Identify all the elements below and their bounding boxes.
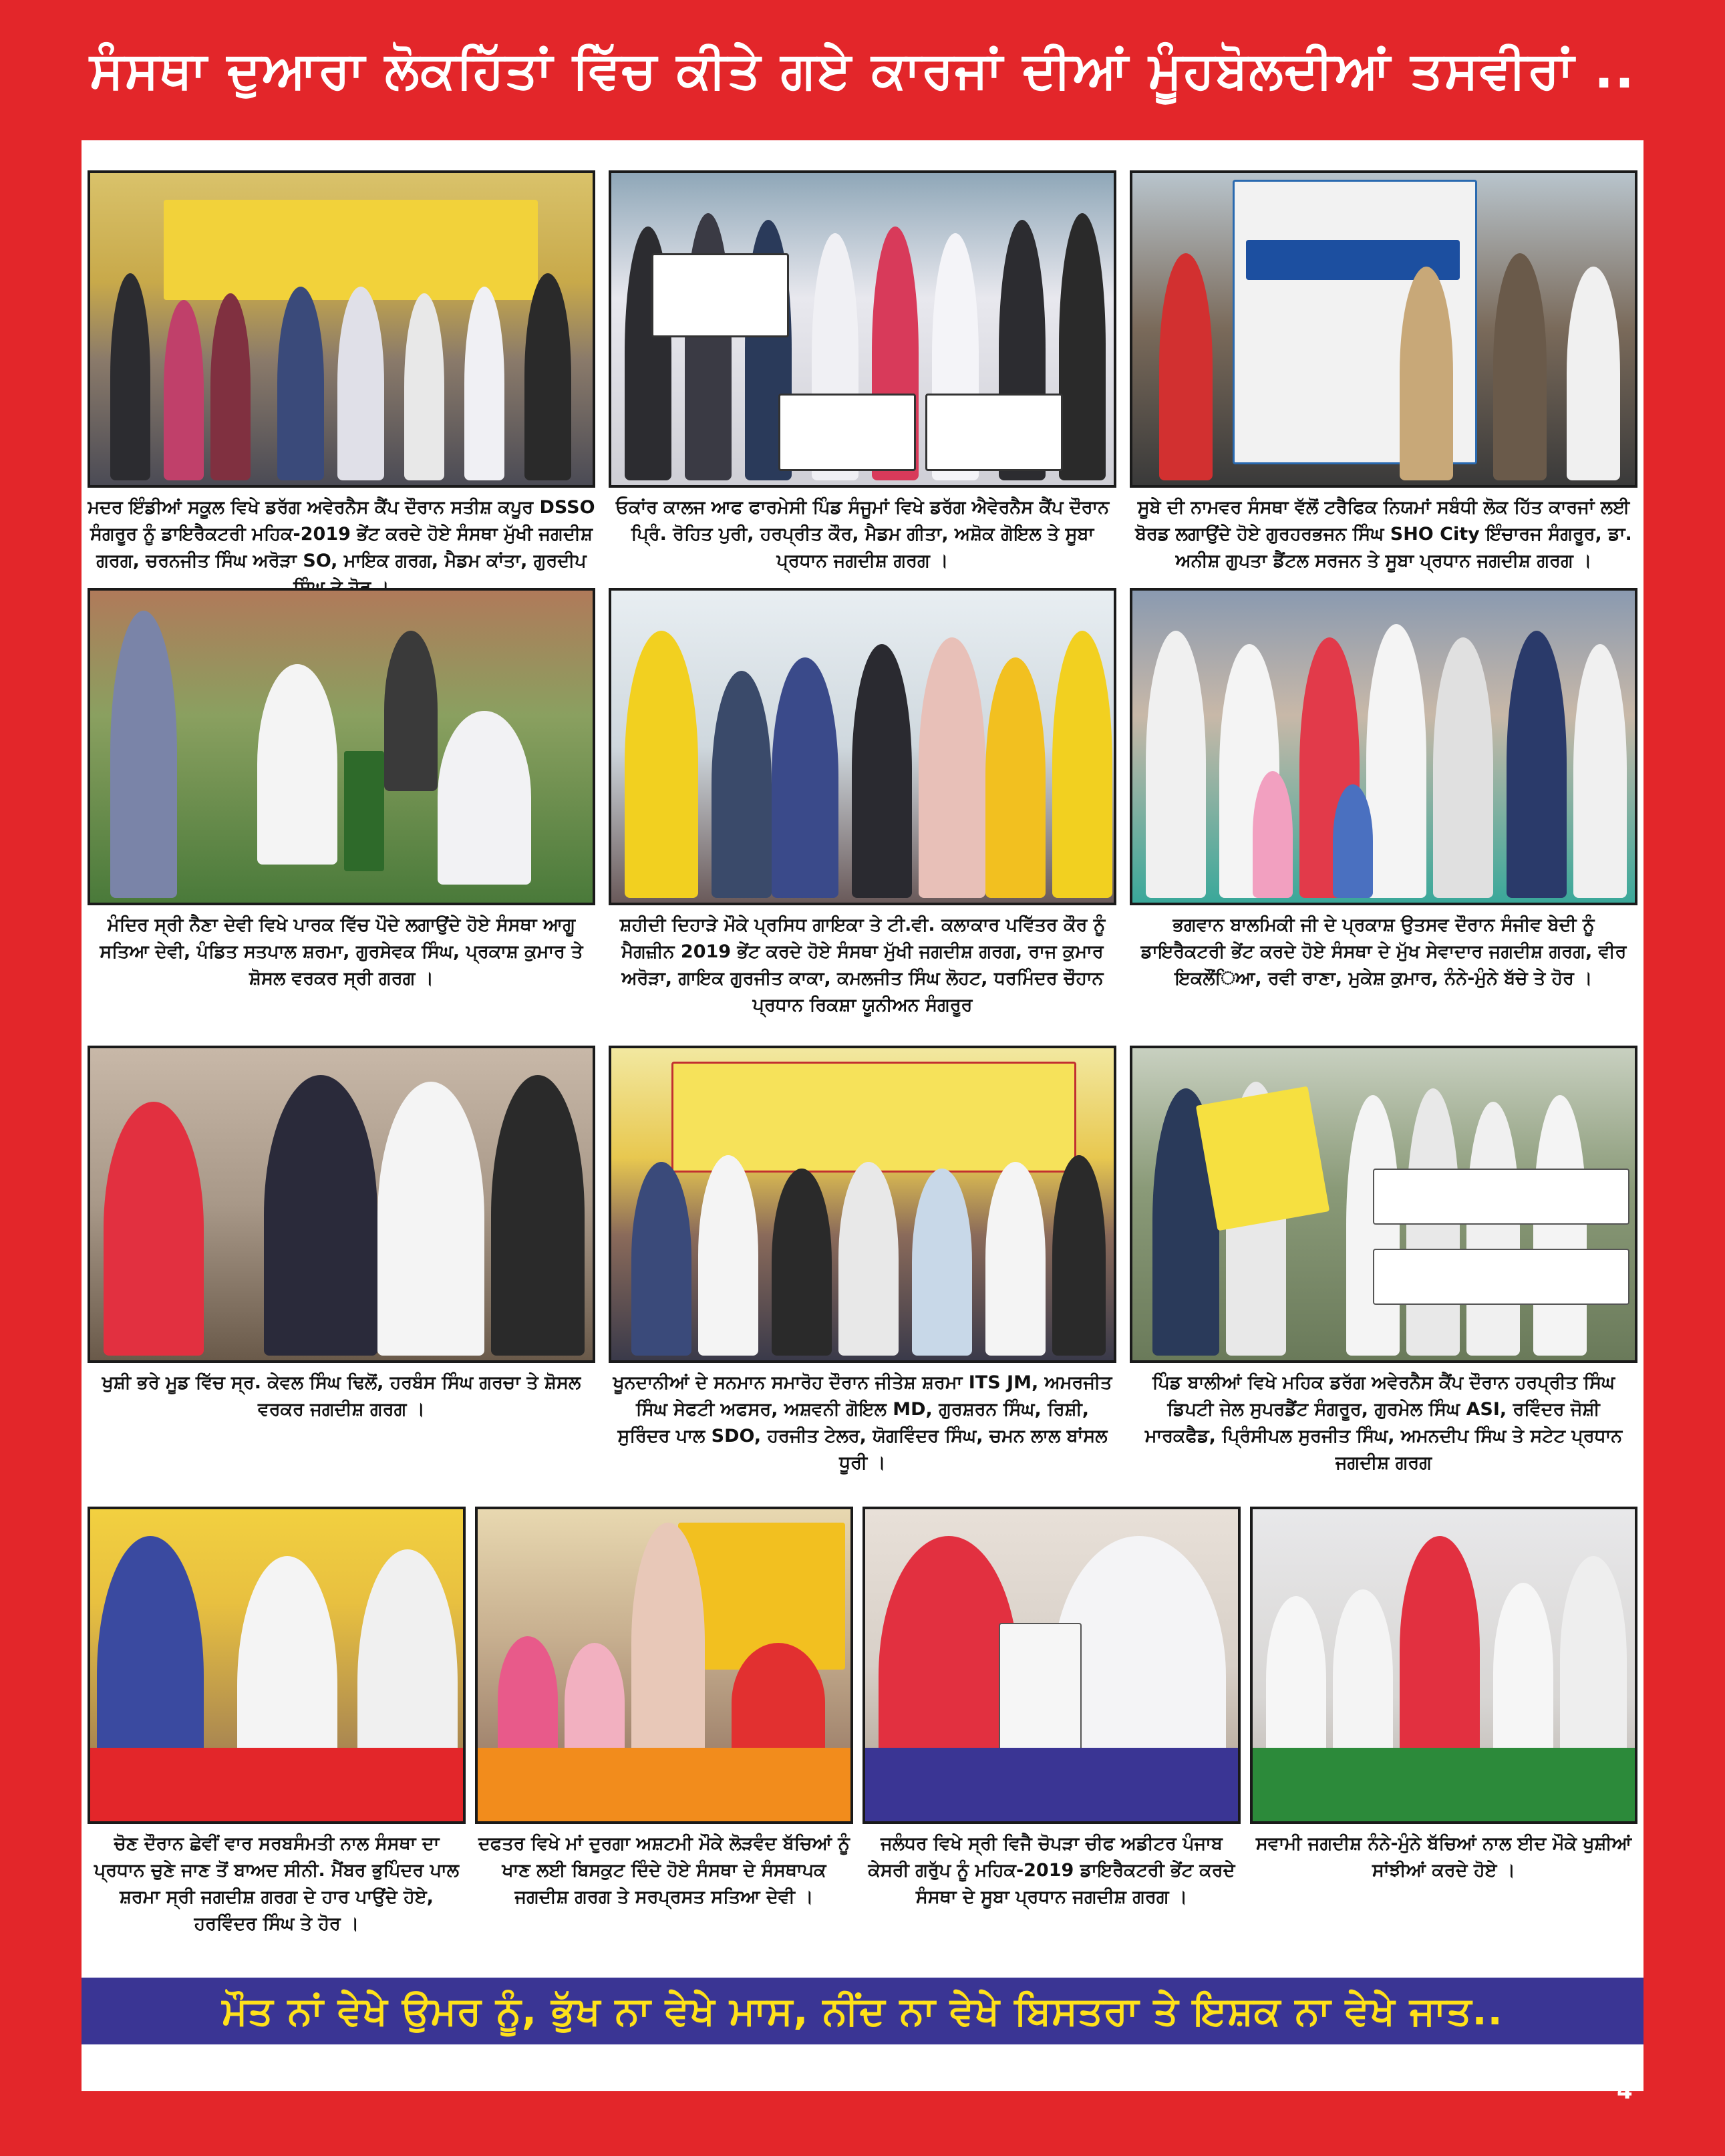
photo-card-9 xyxy=(1130,1046,1637,1487)
photo-drug-awareness-onkar-college xyxy=(609,170,1116,488)
photo-caption-5: ਸ਼ਹੀਦੀ ਦਿਹਾੜੇ ਮੌਕੇ ਪ੍ਰਸਿਧ ਗਾਇਕਾ ਤੇ ਟੀ.ਵੀ. ਕਲਾਕਾਰ ਪਵਿੱਤਰ ਕੌਰ ਨੂੰ ਮੈਗਜ਼ੀਨ 2019 ਭੇਂਟ ਕਰਦੇ ਹੋਏ ਸੰਸਥਾ ਮੁੱਖੀ ਜਗਦੀਸ਼ ਗਰਗ, ਰਾਜ ਕੁਮਾਰ ਅਰੋੜਾ, ਗਾਇਕ ਗੁਰਜੀਤ ਕਾਕਾ, ਕਮਲਜੀਤ ਸਿੰਘ ਲੋਹਟ, ਧਰਮਿੰਦਰ ਚੌਹਾਨ ਪ੍ਰਧਾਨ ਰਿਕਸ਼ਾ ਯੂਨੀਅਨ ਸੰਗਰੂਰ xyxy=(619,915,1106,1016)
photo-blood-donors-honour xyxy=(609,1046,1116,1363)
photo-happy-mood-dhillon-garcha xyxy=(88,1046,595,1363)
photo-eid-celebration-children xyxy=(1250,1507,1637,1824)
photo-card-7 xyxy=(88,1046,595,1460)
photo-martyrdom-day-magazine xyxy=(609,588,1116,905)
footer-quote-bar xyxy=(82,1978,1643,2044)
photo-election-garland xyxy=(88,1507,466,1824)
photo-card-13 xyxy=(1250,1507,1637,1961)
page-header xyxy=(0,0,1725,140)
photo-balmiki-parkash-utsav xyxy=(1130,588,1637,905)
photo-card-8 xyxy=(609,1046,1116,1487)
photo-jalandhar-vijay-chopra xyxy=(863,1507,1241,1824)
photo-panel xyxy=(82,140,1643,2091)
photo-card-1 xyxy=(88,170,595,571)
footer-quote: ਮੌਤ ਨਾਂ ਵੇਖੇ ਉਮਰ ਨੂੰ, ਭੁੱਖ ਨਾ ਵੇਖੇ ਮਾਸ, ਨੀਂਦ ਨਾ ਵੇਖੇ ਬਿਸਤਰਾ ਤੇ ਇਸ਼ਕ ਨਾ ਵੇਖੇ ਜਾਤ.. xyxy=(222,1988,1503,2034)
photo-card-5 xyxy=(609,588,1116,1016)
photo-caption-11: ਦਫਤਰ ਵਿਖੇ ਮਾਂ ਦੁਰਗਾ ਅਸ਼ਟਮੀ ਮੌਕੇ ਲੋੜਵੰਦ ਬੱਚਿਆਂ ਨੂੰ ਖਾਣ ਲਈ ਬਿਸਕੁਟ ਦਿੰਦੇ ਹੋਏ ਸੰਸਥਾ ਦੇ ਸੰਸਥਾਪਕ ਜਗਦੀਸ਼ ਗਰਗ ਤੇ ਸਰਪ੍ਰਸਤ ਸਤਿਆ ਦੇਵੀ । xyxy=(478,1833,850,1907)
photo-traffic-board-police xyxy=(1130,170,1637,488)
photo-durga-ashtami-biscuits xyxy=(475,1507,853,1824)
photo-card-6 xyxy=(1130,588,1637,1002)
photo-caption-8: ਖੂਨਦਾਨੀਆਂ ਦੇ ਸਨਮਾਨ ਸਮਾਰੋਹ ਦੌਰਾਨ ਜੀਤੇਸ਼ ਸ਼ਰਮਾ ITS JM, ਅਮਰਜੀਤ ਸਿੰਘ ਸੇਫਟੀ ਅਫਸਰ, ਅਸ਼ਵਨੀ ਗੋਇਲ MD, ਗੁਰਸ਼ਰਨ ਸਿੰਘ, ਰਿਸ਼ੀ, ਸੁਰਿੰਦਰ ਪਾਲ SDO, ਹਰਜੀਤ ਟੇਲਰ, ਯੋਗਵਿੰਦਰ ਸਿੰਘ, ਚਮਨ ਲਾਲ ਬਾਂਸਲ ਧੂਰੀ । xyxy=(613,1372,1112,1473)
photo-card-10 xyxy=(88,1507,466,1961)
photo-card-11 xyxy=(475,1507,853,1961)
photo-card-3 xyxy=(1130,170,1637,571)
page-number: 4 xyxy=(1617,2078,1633,2105)
photo-caption-7: ਖੁਸ਼ੀ ਭਰੇ ਮੂਡ ਵਿੱਚ ਸ੍ਰ. ਕੇਵਲ ਸਿੰਘ ਢਿਲੋਂ, ਹਰਬੰਸ ਸਿੰਘ ਗਰਚਾ ਤੇ ਸ਼ੋਸਲ ਵਰਕਰ ਜਗਦੀਸ਼ ਗਰਗ । xyxy=(102,1372,581,1420)
photo-caption-3: ਸੂਬੇ ਦੀ ਨਾਮਵਰ ਸੰਸਥਾ ਵੱਲੋਂ ਟਰੈਫਿਕ ਨਿਯਮਾਂ ਸਬੰਧੀ ਲੋਕ ਹਿੱਤ ਕਾਰਜਾਂ ਲਈ ਬੋਰਡ ਲਗਾਉਂਦੇ ਹੋਏ ਗੁਰਹਰਭਜਨ ਸਿੰਘ SHO City ਇੰਚਾਰਜ ਸੰਗਰੂਰ, ਡਾ. ਅਨੀਸ਼ ਗੁਪਤਾ ਡੈਂਟਲ ਸਰਜਨ ਤੇ ਸੂਬਾ ਪ੍ਰਧਾਨ ਜਗਦੀਸ਼ ਗਰਗ । xyxy=(1135,497,1632,571)
photo-card-4 xyxy=(88,588,595,1002)
photo-drug-awareness-baliyan-village xyxy=(1130,1046,1637,1363)
photo-caption-6: ਭਗਵਾਨ ਬਾਲਮਿਕੀ ਜੀ ਦੇ ਪ੍ਰਕਾਸ਼ ਉਤਸਵ ਦੌਰਾਨ ਸੰਜੀਵ ਬੇਦੀ ਨੂੰ ਡਾਇਰੈਕਟਰੀ ਭੇਂਟ ਕਰਦੇ ਹੋਏ ਸੰਸਥਾ ਦੇ ਮੁੱਖ ਸੇਵਾਦਾਰ ਜਗਦੀਸ਼ ਗਰਗ, ਵੀਰ ਇਕਲੌਂਿਆ, ਰਵੀ ਰਾਣਾ, ਮੁਕੇਸ਼ ਕੁਮਾਰ, ਨੰਨੇ-ਮੁੰਨੇ ਬੱਚੇ ਤੇ ਹੋਰ । xyxy=(1140,915,1627,989)
photo-caption-1: ਮਦਰ ਇੰਡੀਆਂ ਸਕੂਲ ਵਿਖੇ ਡਰੱਗ ਅਵੇਰਨੈਸ ਕੈਂਪ ਦੌਰਾਨ ਸਤੀਸ਼ ਕਪੂਰ DSSO ਸੰਗਰੂਰ ਨੂੰ ਡਾਇਰੈਕਟਰੀ ਮਹਿਕ-2019 ਭੇਂਟ ਕਰਦੇ ਹੋਏ ਸੰਸਥਾ ਮੁੱਖੀ ਜਗਦੀਸ਼ ਗਰਗ, ਚਰਨਜੀਤ ਸਿੰਘ ਅਰੋੜਾ SO, ਮਾਇਕ ਗਰਗ, ਮੈਡਮ ਕਾਂਤਾ, ਗੁਰਦੀਪ xyxy=(88,497,595,571)
page-title: ਸੰਸਥਾ ਦੁਆਰਾ ਲੋਕਹਿੱਤਾਂ ਵਿੱਚ ਕੀਤੇ ਗਏ ਕਾਰਜਾਂ ਦੀਆਂ ਮੂੰਹਬੋਲਦੀਆਂ ਤਸਵੀਰਾਂ .. xyxy=(90,39,1635,100)
photo-caption-2: ਓਕਾਂਰ ਕਾਲਜ ਆਫ ਫਾਰਮੇਸੀ ਪਿੰਡ ਸੰਜੂਮਾਂ ਵਿਖੇ ਡਰੱਗ ਐਵੇਰਨੈਸ ਕੈਂਪ ਦੌਰਾਨ ਪ੍ਰਿੰ. ਰੋਹਿਤ ਪੁਰੀ, ਹਰਪ੍ਰੀਤ ਕੌਰ, ਮੈਡਮ ਗੀਤਾ, ਅਸ਼ੋਕ ਗੋਇਲ ਤੇ ਸੂਬਾ ਪ੍ਰਧਾਨ ਜਗਦੀਸ਼ ਗਰਗ । xyxy=(615,497,1110,571)
photo-card-12 xyxy=(863,1507,1241,1961)
photo-tree-planting-naina-devi xyxy=(88,588,595,905)
photo-caption-10: ਚੋਣ ਦੌਰਾਨ ਛੇਵੀਂ ਵਾਰ ਸਰਬਸੰਮਤੀ ਨਾਲ ਸੰਸਥਾ ਦਾ ਪ੍ਰਧਾਨ ਚੁਣੇ ਜਾਣ ਤੋਂ ਬਾਅਦ ਸੀਨੀ. ਮੈਂਬਰ ਭੁਪਿੰਦਰ ਪਾਲ ਸ਼ਰਮਾ ਸ੍ਰੀ ਜਗਦੀਸ਼ ਗਰਗ ਦੇ ਹਾਰ ਪਾਉਂਦੇ ਹੋਏ, ਹਰਵਿੰਦਰ ਸਿੰਘ ਤੇ ਹੋਰ । xyxy=(94,1833,459,1934)
photo-drug-awareness-mother-india-school xyxy=(88,170,595,488)
photo-caption-9: ਪਿੰਡ ਬਾਲੀਆਂ ਵਿਖੇ ਮਹਿਕ ਡਰੱਗ ਅਵੇਰਨੈਸ ਕੈਂਪ ਦੌਰਾਨ ਹਰਪ੍ਰੀਤ ਸਿੰਘ ਡਿਪਟੀ ਜੇਲ ਸੁਪਰਡੈਂਟ ਸੰਗਰੂਰ, ਗੁਰਮੇਲ ਸਿੰਘ ASI, ਰਵਿੰਦਰ ਜੋਸ਼ੀ ਮਾਰਕਫੈਡ, ਪ੍ਰਿੰਸੀਪਲ ਸੁਰਜੀਤ ਸਿੰਘ, ਅਮਨਦੀਪ ਸਿੰਘ ਤੇ ਸਟੇਟ ਪ੍ਰਧਾਨ ਜਗਦੀਸ਼ ਗਰਗ xyxy=(1144,1372,1623,1473)
photo-card-2 xyxy=(609,170,1116,571)
photo-caption-4: ਮੰਦਿਰ ਸ੍ਰੀ ਨੈਣਾ ਦੇਵੀ ਵਿਖੇ ਪਾਰਕ ਵਿੱਚ ਪੌਦੇ ਲਗਾਉਂਦੇ ਹੋਏ ਸੰਸਥਾ ਆਗੂ ਸਤਿਆ ਦੇਵੀ, ਪੰਡਿਤ ਸਤਪਾਲ ਸ਼ਰਮਾ, ਗੁਰਸੇਵਕ ਸਿੰਘ, ਪ੍ਰਕਾਸ਼ ਕੁਮਾਰ ਤੇ ਸ਼ੋਸਲ ਵਰਕਰ ਸ੍ਰੀ ਗਰਗ । xyxy=(100,915,583,989)
photo-caption-12: ਜਲੰਧਰ ਵਿਖੇ ਸ੍ਰੀ ਵਿਜੈ ਚੋਪੜਾ ਚੀਫ ਅਡੀਟਰ ਪੰਜਾਬ ਕੇਸਰੀ ਗਰੁੱਪ ਨੂੰ ਮਹਿਕ-2019 ਡਾਇਰੈਕਟਰੀ ਭੇਂਟ ਕਰਦੇ ਸੰਸਥਾ ਦੇ ਸੂਬਾ ਪ੍ਰਧਾਨ ਜਗਦੀਸ਼ ਗਰਗ । xyxy=(868,1833,1235,1907)
photo-caption-13: ਸਵਾਮੀ ਜਗਦੀਸ਼ ਨੰਨੇ-ਮੁੰਨੇ ਬੱਚਿਆਂ ਨਾਲ ਈਦ ਮੌਕੇ ਖੁਸ਼ੀਆਂ ਸਾਂਝੀਆਂ ਕਰਦੇ ਹੋਏ । xyxy=(1255,1833,1632,1881)
